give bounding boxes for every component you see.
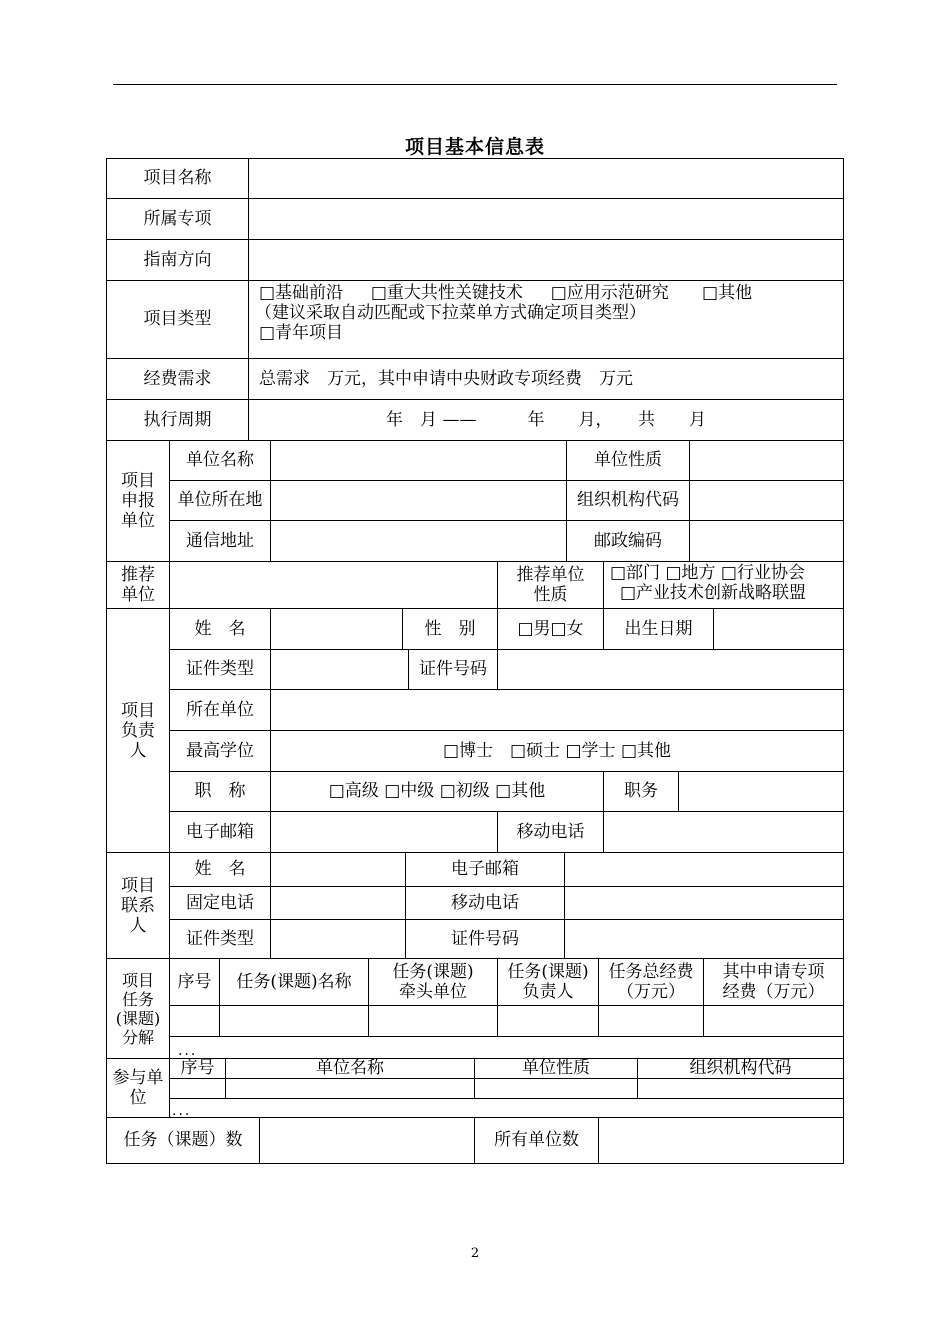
field-period[interactable]: 年 月 —— 年 月， 共 月: [249, 400, 844, 441]
participant-row-name[interactable]: [226, 1079, 475, 1099]
participant-row-index[interactable]: [170, 1079, 226, 1099]
field-unit-count[interactable]: [599, 1118, 844, 1164]
participant-ellipsis: ...: [172, 1103, 192, 1119]
label-leader-unit: 所在单位: [170, 690, 271, 731]
label-leader-name: 姓 名: [170, 609, 271, 650]
label-leader-id-number: 证件号码: [409, 650, 498, 690]
label-recommender-nature: 推荐单位 性质: [498, 562, 604, 609]
participant-header-org-code: 组织机构代码: [638, 1059, 844, 1079]
task-header-index: 序号: [170, 959, 220, 1006]
project-type-options-line1: □基础前沿 □重大共性关键技术 □应用示范研究 □其他: [259, 283, 753, 303]
page-number: 2: [470, 1246, 480, 1261]
task-row-special-funding[interactable]: [704, 1006, 844, 1037]
label-leader-email: 电子邮箱: [170, 812, 271, 853]
field-recommender-nature[interactable]: [604, 562, 844, 609]
field-task-count[interactable]: [260, 1118, 475, 1164]
label-funding: 经费需求: [106, 359, 249, 400]
field-recommender[interactable]: [170, 562, 498, 609]
label-contact-name: 姓 名: [170, 853, 271, 887]
group-recommender: 推荐 单位: [106, 562, 170, 609]
task-header-lead-unit: 任务(课题) 牵头单位: [369, 959, 498, 1006]
field-leader-gender[interactable]: □男□女: [498, 609, 604, 650]
participant-row-nature[interactable]: [475, 1079, 638, 1099]
label-contact-email: 电子邮箱: [406, 853, 565, 887]
task-ellipsis-row: [170, 1037, 844, 1059]
label-contact-id-type: 证件类型: [170, 920, 271, 959]
label-leader-position: 职务: [604, 772, 679, 812]
label-unit-name: 单位名称: [170, 441, 271, 481]
label-leader-degree: 最高学位: [170, 731, 271, 772]
label-unit-location: 单位所在地: [170, 481, 271, 521]
task-row-index[interactable]: [170, 1006, 220, 1037]
field-org-code[interactable]: [690, 481, 844, 521]
label-unit-count: 所有单位数: [475, 1118, 599, 1164]
participant-ellipsis-row: [170, 1099, 844, 1118]
label-guide-direction: 指南方向: [106, 240, 249, 281]
participant-row-org-code[interactable]: [638, 1079, 844, 1099]
field-contact-email[interactable]: [565, 853, 844, 887]
field-leader-email[interactable]: [271, 812, 498, 853]
participant-header-nature: 单位性质: [475, 1059, 638, 1079]
field-leader-name[interactable]: [271, 609, 403, 650]
field-leader-id-number[interactable]: [498, 650, 844, 690]
group-task-breakdown: 项目 任务 (课题) 分解: [106, 959, 170, 1059]
label-period: 执行周期: [106, 400, 249, 441]
field-unit-location[interactable]: [271, 481, 567, 521]
label-unit-nature: 单位性质: [567, 441, 690, 481]
field-funding[interactable]: 总需求 万元，其中申请中央财政专项经费 万元: [249, 359, 844, 400]
project-info-table: [106, 158, 844, 1164]
field-special-item[interactable]: [249, 199, 844, 240]
group-applicant-unit: 项目 申报 单位: [106, 441, 170, 562]
field-leader-degree[interactable]: □博士 □硕士 □学士 □其他: [271, 731, 844, 772]
project-type-options-line3: □青年项目: [259, 323, 344, 343]
field-address[interactable]: [271, 521, 567, 562]
group-project-leader: 项目 负责 人: [106, 609, 170, 853]
field-leader-id-type[interactable]: [271, 650, 409, 690]
recommender-options-line1: □部门 □地方 □行业协会: [610, 563, 805, 583]
field-contact-name[interactable]: [271, 853, 406, 887]
field-guide-direction[interactable]: [249, 240, 844, 281]
label-leader-title: 职 称: [170, 772, 271, 812]
label-contact-id-number: 证件号码: [406, 920, 565, 959]
group-participant-units: 参与单 位: [106, 1059, 170, 1118]
field-contact-id-number[interactable]: [565, 920, 844, 959]
page-title: 项目基本信息表: [404, 136, 545, 158]
field-unit-name[interactable]: [271, 441, 567, 481]
task-header-special-funding: 其中申请专项 经费（万元）: [704, 959, 844, 1006]
label-address: 通信地址: [170, 521, 271, 562]
label-contact-mobile: 移动电话: [406, 887, 565, 920]
project-type-note: （建议采取自动匹配或下拉菜单方式确定项目类型）: [255, 303, 646, 323]
label-org-code: 组织机构代码: [567, 481, 690, 521]
task-row-lead-unit[interactable]: [369, 1006, 498, 1037]
label-leader-id-type: 证件类型: [170, 650, 271, 690]
task-header-total-funding: 任务总经费 （万元）: [599, 959, 704, 1006]
group-project-contact: 项目 联系 人: [106, 853, 170, 959]
label-project-type: 项目类型: [106, 281, 249, 359]
task-row-total-funding[interactable]: [599, 1006, 704, 1037]
field-leader-title[interactable]: □高级 □中级 □初级 □其他: [271, 772, 604, 812]
field-leader-unit[interactable]: [271, 690, 844, 731]
task-row-leader[interactable]: [498, 1006, 599, 1037]
field-contact-phone[interactable]: [271, 887, 406, 920]
header-rule: [113, 84, 837, 85]
task-ellipsis: ...: [178, 1043, 198, 1059]
label-special-item: 所属专项: [106, 199, 249, 240]
field-leader-birth[interactable]: [714, 609, 844, 650]
task-row-name[interactable]: [220, 1006, 369, 1037]
label-project-name: 项目名称: [106, 158, 249, 199]
label-postcode: 邮政编码: [567, 521, 690, 562]
participant-header-name: 单位名称: [226, 1059, 475, 1079]
field-unit-nature[interactable]: [690, 441, 844, 481]
field-postcode[interactable]: [690, 521, 844, 562]
task-header-name: 任务(课题)名称: [220, 959, 369, 1006]
field-contact-mobile[interactable]: [565, 887, 844, 920]
label-task-count: 任务（课题）数: [106, 1118, 260, 1164]
field-contact-id-type[interactable]: [271, 920, 406, 959]
task-header-leader: 任务(课题) 负责人: [498, 959, 599, 1006]
label-leader-gender: 性 别: [403, 609, 498, 650]
participant-header-index: 序号: [170, 1059, 226, 1079]
label-leader-birth: 出生日期: [604, 609, 714, 650]
label-contact-phone: 固定电话: [170, 887, 271, 920]
field-leader-mobile[interactable]: [604, 812, 844, 853]
field-project-name[interactable]: [249, 158, 844, 199]
label-leader-mobile: 移动电话: [498, 812, 604, 853]
field-leader-position[interactable]: [679, 772, 844, 812]
field-project-type[interactable]: [249, 281, 844, 359]
recommender-options-line2: □产业技术创新战略联盟: [620, 583, 807, 603]
